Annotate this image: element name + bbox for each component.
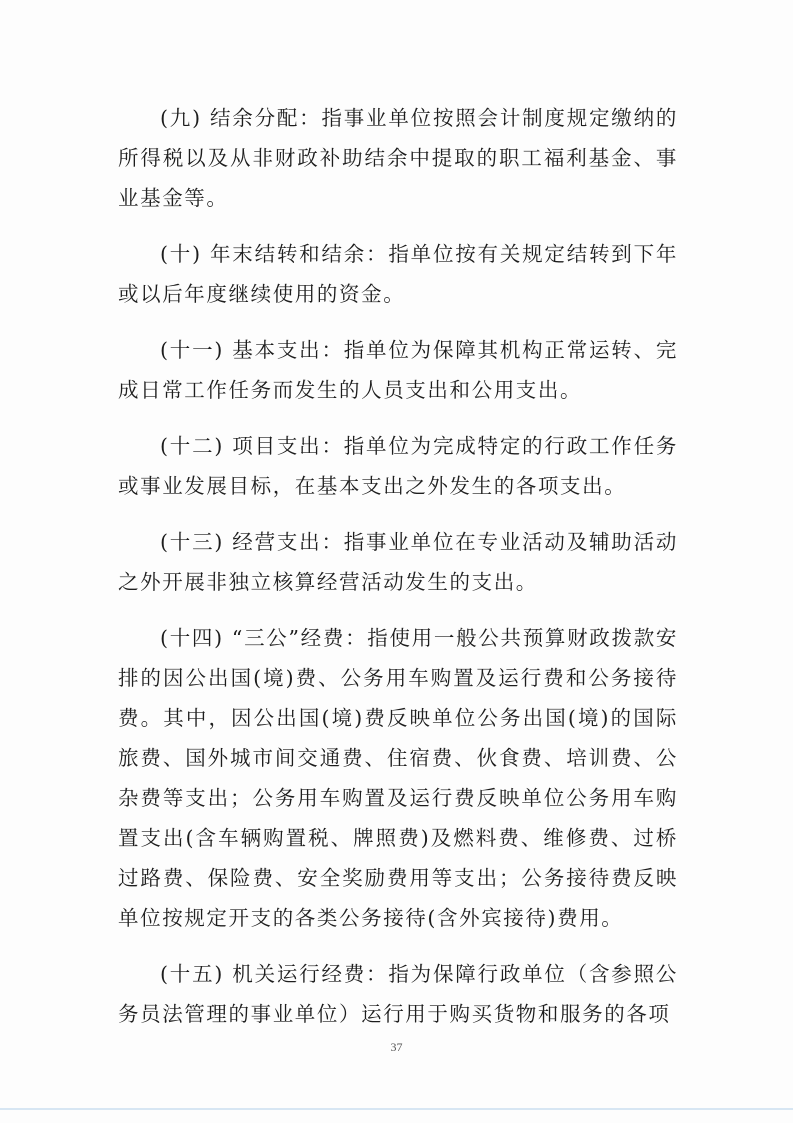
body-text bbox=[118, 98, 678, 1050]
page-number: 37 bbox=[390, 1040, 403, 1054]
paragraph-operating-expenditure: (十三) 经营支出：指事业单位在专业活动及辅助活动之外开展非独立核算经营活动发生的支出。 bbox=[118, 530, 678, 594]
paragraph-agency-operating-funds: (十五) 机关运行经费：指为保障行政单位（含参照公务员法管理的事业单位）运行用于购买货物和服务的各项 bbox=[118, 962, 678, 1026]
paragraph-project-expenditure: (十二) 项目支出：指单位为完成特定的行政工作任务或事业发展目标，在基本支出之外发生的各项支出。 bbox=[118, 434, 678, 498]
paragraph-surplus-distribution: (九) 结余分配：指事业单位按照会计制度规定缴纳的所得税以及从非财政补助结余中提取的职工福利基金、事业基金等。 bbox=[118, 106, 678, 210]
paragraph-year-end-carryover: (十) 年末结转和结余：指单位按有关规定结转到下年或以后年度继续使用的资金。 bbox=[118, 242, 678, 306]
paragraph-three-public-expenses: (十四) “三公”经费：指使用一般公共预算财政拨款安排的因公出国(境)费、公务用车购置及运行费和公务接待费。其中，因公出国(境)费反映单位公务出国(境)的国际旅费、国外城市间交通费、住宿费、伙食费、培训费、公杂费等支出；公务用车购置及运行费反映单位公务用车购置支出(含车辆购置税、牌照费)及燃料费、维修费、过桥过路费、保险费、安全奖励费用等支出；公务接待费反映单位按规定开支的各类公务接待(含外宾接待)费用。 bbox=[118, 626, 678, 930]
paragraph-basic-expenditure: (十一) 基本支出：指单位为保障其机构正常运转、完成日常工作任务而发生的人员支出和公用支出。 bbox=[118, 338, 678, 402]
scan-edge-line bbox=[0, 1108, 793, 1110]
